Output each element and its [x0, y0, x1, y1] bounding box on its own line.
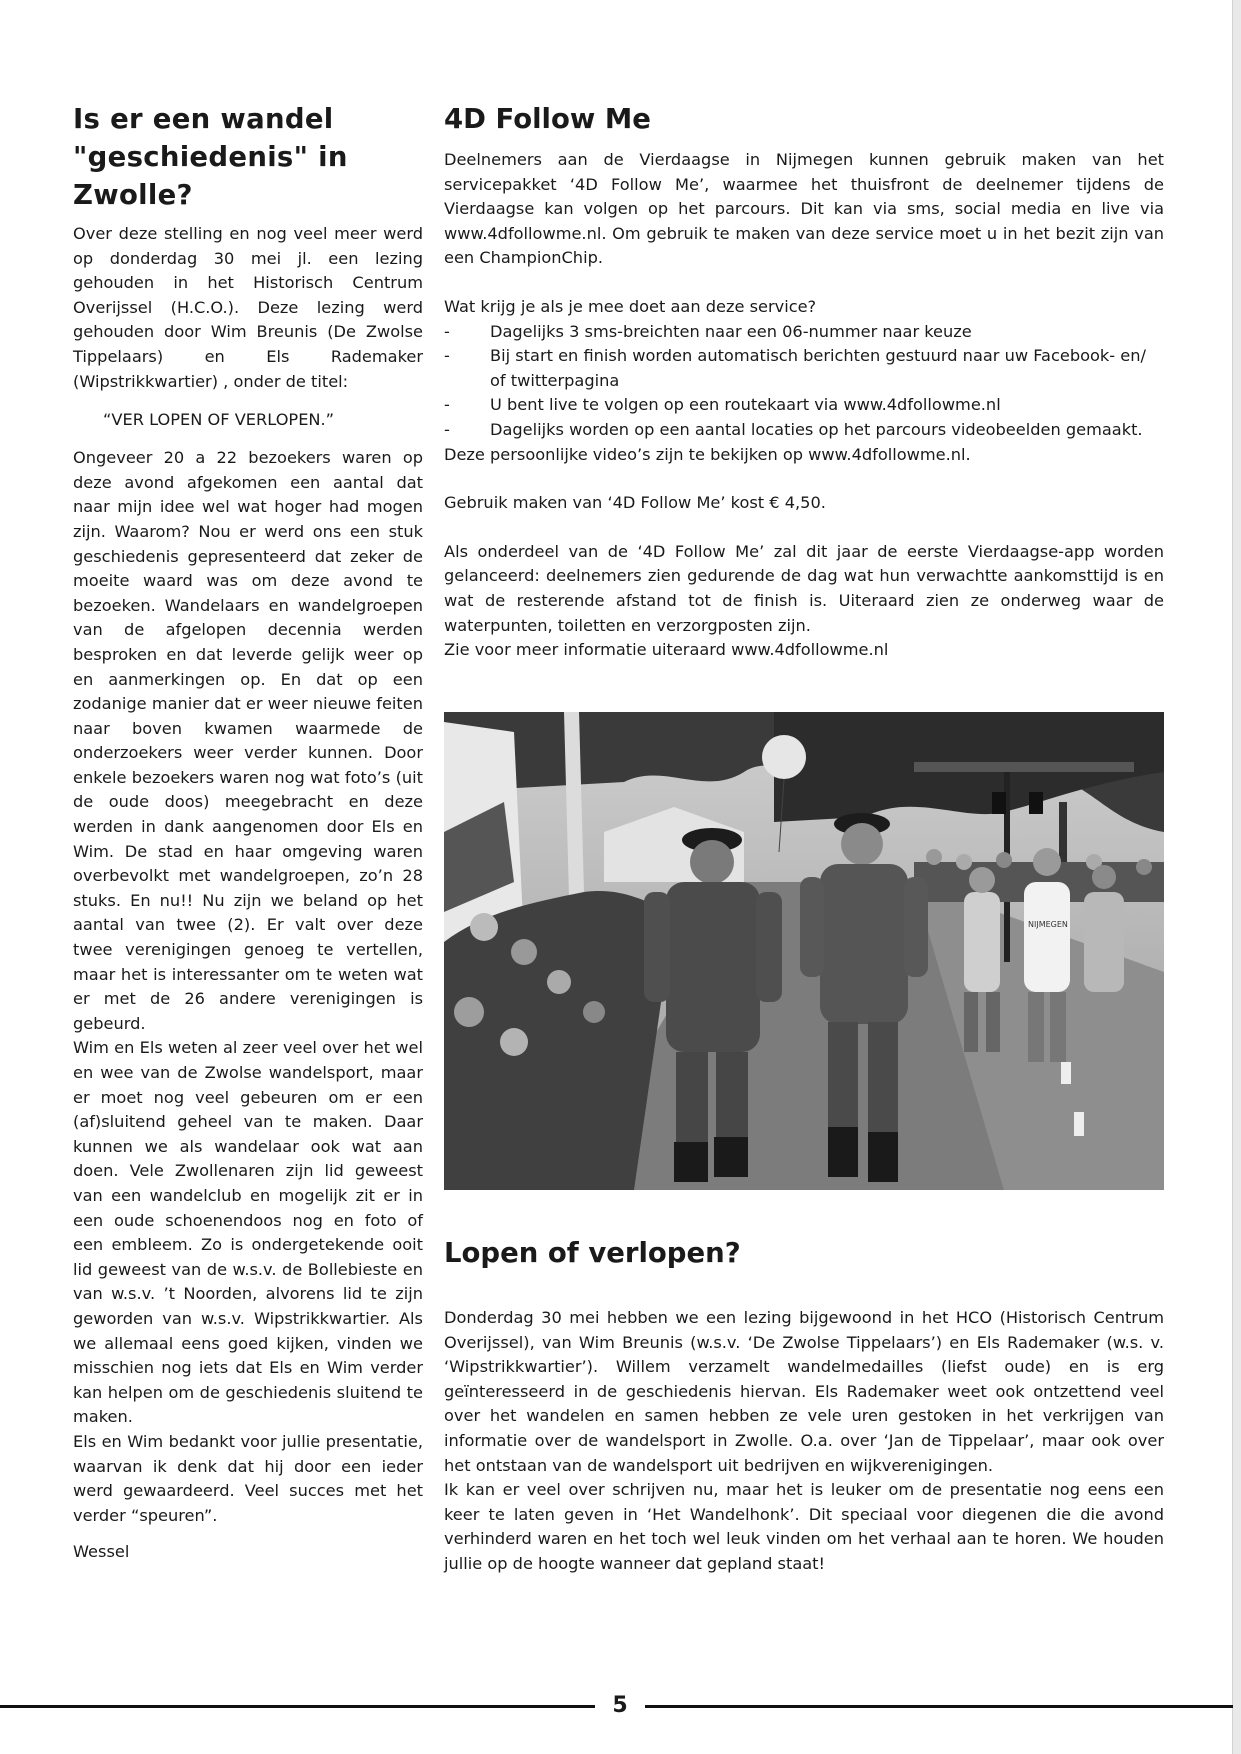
- left-body-3: Els en Wim bedankt voor jullie presentatie, waarvan ik denk dat hij door een ieder werd gewaardeerd. Veel succes met het verder “speuren”.: [73, 1431, 423, 1525]
- left-body: Ongeveer 20 a 22 bezoekers waren op deze avond afgekomen een aantal dat naar mijn idee wel wat hoger had mogen zijn. Waarom? Nou er werd ons een stuk geschiedenis gepresenteerd dat zeker de moeite waard was om deze avond te bezoeken. Wandelaars en wandelgroepen van de afgelopen decennia werden besproken en dat leverde gelijk weer op en aanmerkingen op. En dat op een zodanige manier dat er weer nieuwe feiten naar boven kwamen waarmede de onderzoekers weer verder kunnen. Door enkele bezoekers waren nog wat foto’s (uit de oude doos) meegebracht en deze werden in dank aangenomen door Els en Wim. De stad en haar omgeving waren overbevolkt met wandelgroepen, zo’n 28 stuks. En nu!! Nu zijn we beland op het aantal van twee (2). Er valt over deze twee verenigingen genoeg te vertellen, maar het is interessanter om te weten wat er met de 26 andere verenigingen is gebeurd.: [73, 448, 423, 1033]
- right-column: [444, 100, 1164, 663]
- section2-paragraph-2: Ik kan er veel over schrijven nu, maar het is leuker om de presentatie nog eens een keer te laten geven in ‘Het Wandelhonk’. Dit speciaal voor diegenen die die avond verhinderd waren en het toch wel leuk vinden om het verhaal aan te horen. We houden jullie op de hoogte wanneer dat gepland staat!: [444, 1480, 1164, 1573]
- page-edge: [1232, 0, 1241, 1754]
- footer-rule-right: [645, 1705, 1233, 1708]
- list-item: - U bent live te volgen op een routekaart via www.4dfollowme.nl: [444, 395, 1001, 415]
- list-item: - Dagelijks 3 sms-breichten naar een 06-nummer naar keuze: [444, 321, 972, 341]
- walkers-photo: [444, 712, 1164, 1190]
- right-paragraph-3: Als onderdeel van de ‘4D Follow Me’ zal dit jaar de eerste Vierdaagse-app worden gelanceerd: deelnemers zien gedurende de dag wat hun verwachtte aankomsttijd is en wat de resterende afstand tot de finish is. Uiteraard zien ze onderweg waar de waterpunten, toiletten en verzorgposten zijn.: [444, 541, 1164, 635]
- section2-body: [444, 1306, 1164, 1577]
- left-body-2: Wim en Els weten al zeer veel over het wel en wee van de Zwolse wandelsport, maar er moet nog veel gebeuren om er een (af)sluitend geheel van te maken. Daar kunnen we als wandelaar ook wat aan doen. Vele Zwollenaren zijn lid geweest van een wandelclub en mogelijk zit er in een oude schoenendoos nog en foto of een embleem. Zo is ondergetekende ooit lid geweest van de w.s.v. de Bollebieste en van w.s.v. ’t Noorden, alvorens lid te zijn geworden van w.s.v. Wipstrikkwartier. Als we allemaal eens goed kijken, vinden we misschien nog iets dat Els en Wim verder kan helpen om de geschiedenis sluitend te maken.: [73, 1038, 423, 1427]
- right-question: Wat krijg je als je mee doet aan deze service?: [444, 296, 817, 316]
- left-quote: “VER LOPEN OF VERLOPEN.”: [103, 410, 335, 430]
- right-article-title: 4D Follow Me: [444, 103, 651, 135]
- footer-rule-left: [0, 1705, 595, 1708]
- left-article-title: Is er een wandel "geschiedenis" in Zwolle?: [73, 103, 348, 211]
- left-column: [73, 100, 423, 1565]
- right-after-list: Deze persoonlijke video’s zijn te bekijken op www.4dfollowme.nl.: [444, 444, 971, 464]
- left-intro: Over deze stelling en nog veel meer werd op donderdag 30 mei jl. een lezing gehouden in het Historisch Centrum Overijssel (H.C.O.). Deze lezing werd gehouden door Wim Breunis (De Zwolse Tippelaars) en Els Rademaker (Wipstrikkwartier) , onder de titel:: [73, 224, 423, 391]
- right-paragraph-1: Deelnemers aan de Vierdaagse in Nijmegen kunnen gebruik maken van het servicepakket ‘4D Follow Me’, waarmee het thuisfront de deelnemer tijdens de Vierdaagse kan volgen op het parcours. Dit kan via sms, social media en live via www.4dfollowme.nl. Om gebruik te maken van deze service moet u in het bezit zijn van een ChampionChip.: [444, 150, 1164, 268]
- right-paragraph-4: Zie voor meer informatie uiteraard www.4dfollowme.nl: [444, 640, 889, 660]
- list-item: - Dagelijks worden op een aantal locaties op het parcours videobeelden gemaakt.: [444, 419, 1143, 439]
- list-item: - Bij start en finish worden automatisch berichten gestuurd naar uw Facebook- en/ of twitterpagina: [444, 346, 1146, 390]
- section2-title: Lopen of verlopen?: [444, 1237, 741, 1269]
- service-list: [444, 320, 1164, 443]
- section2-paragraph-1: Donderdag 30 mei hebben we een lezing bijgewoond in het HCO (Historisch Centrum Overijssel), van Wim Breunis (w.s.v. ‘De Zwolse Tippelaars’) en Els Rademaker (w.s. v. ‘Wipstrikkwartier’). Willem verzamelt wandelmedailles (liefst oude) en is erg geïnteresseerd in de geschiedenis hiervan. Els Rademaker weet ook ontzettend veel over het wandelen en samen hebben ze vele uren gestoken in het verkrijgen van informatie over de wandelsport in Zwolle. O.a. over ‘Jan de Tippelaar’, maar ook over het ontstaan van de wandelsport uit bedrijven en wijkverenigingen.: [444, 1308, 1164, 1475]
- right-price: Gebruik maken van ‘4D Follow Me’ kost € 4,50.: [444, 493, 826, 513]
- shirt-text: NIJMEGEN: [1028, 920, 1068, 929]
- page-number: 5: [612, 1693, 628, 1718]
- left-signature: Wessel: [73, 1542, 130, 1562]
